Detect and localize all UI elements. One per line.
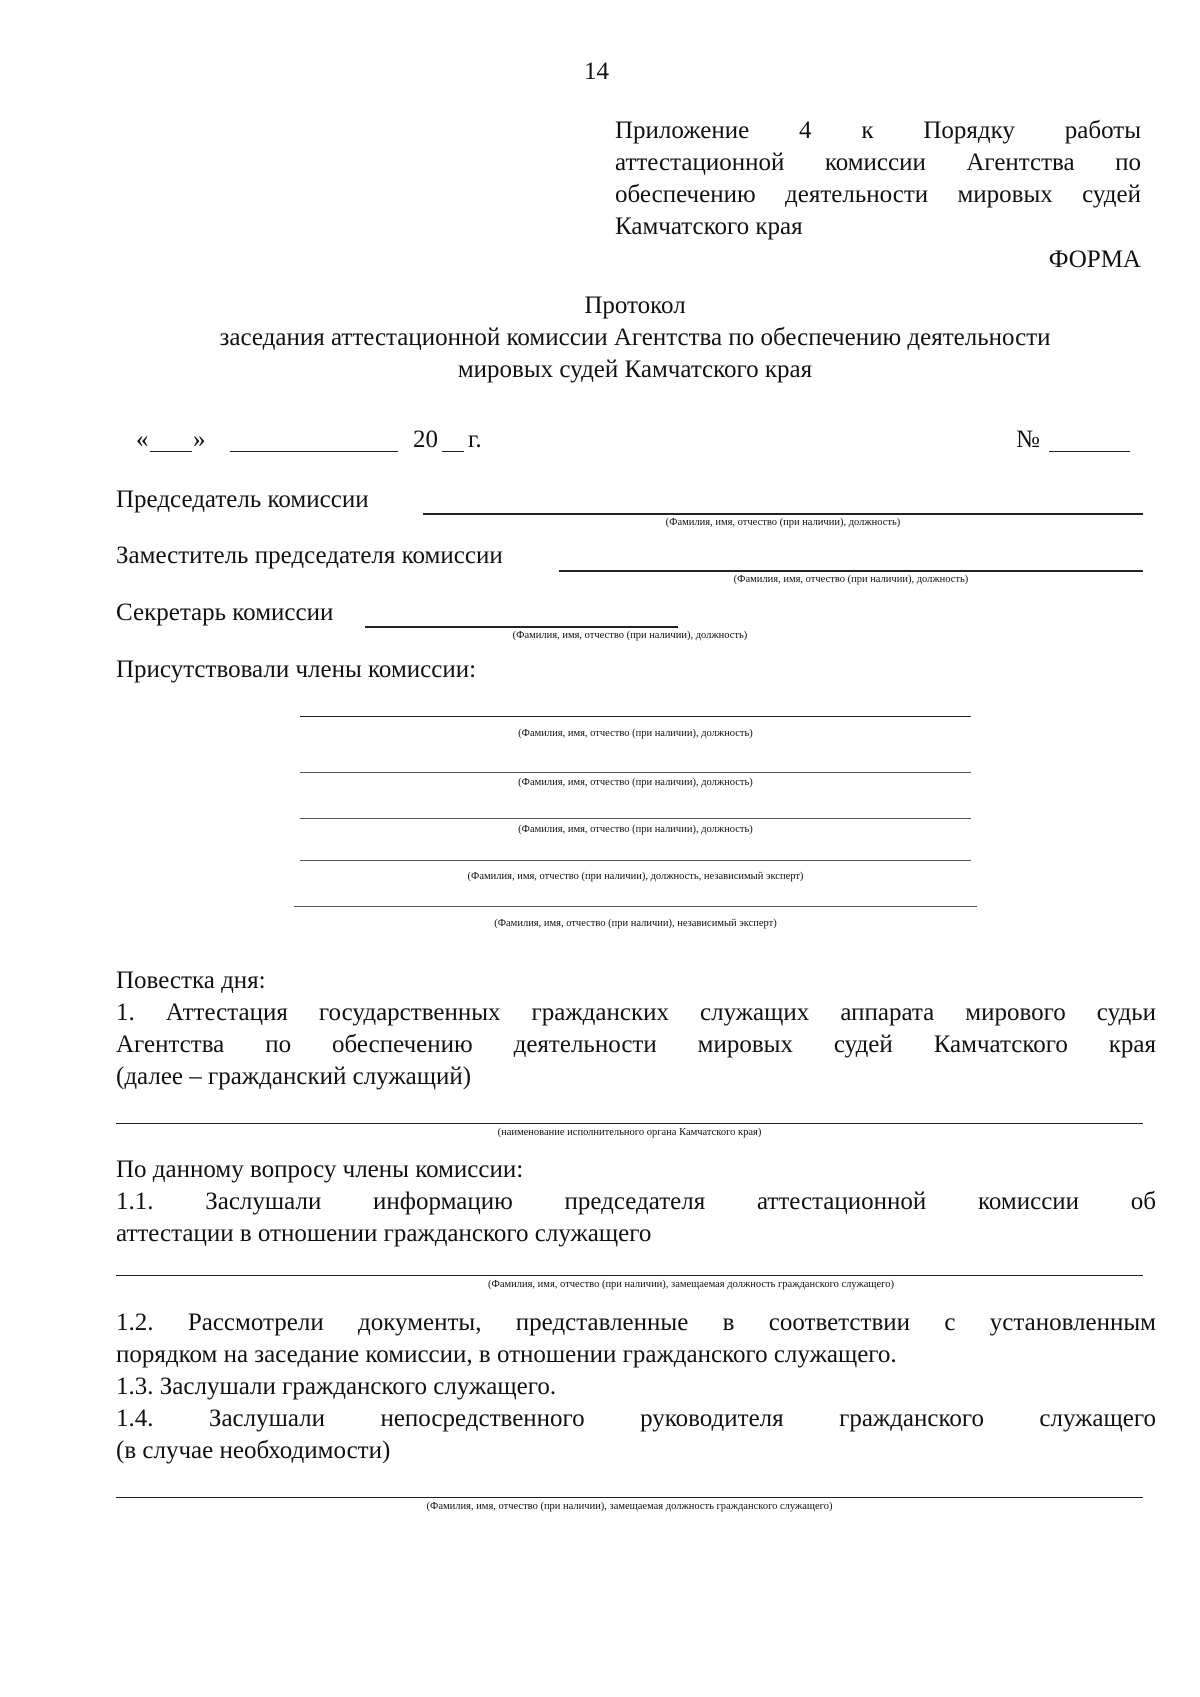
paragraph-1-1-field[interactable] [116,1275,1143,1276]
member-field-5[interactable] [294,906,977,907]
appendix-line-2: аттестационной комиссии Агентства по [615,149,1141,176]
question-label: По данному вопросу члены комиссии: [116,1156,524,1183]
appendix-line-4: Камчатского края [615,213,803,240]
deputy-label: Заместитель председателя комиссии [116,542,503,569]
paragraph-1-4-line-1: 1.4. Заслушали непосредственного руководителя гражданского служащего [116,1405,1156,1432]
deputy-field[interactable] [559,570,1143,572]
paragraph-1-4 [116,1403,1156,1467]
member-hint-3: (Фамилия, имя, отчество (при наличии), должность) [518,824,753,835]
appendix-line-3: обеспечению деятельности мировых судей [615,181,1141,208]
agenda-item-1-line-2: Агентства по обеспечению деятельности мировых судей Камчатского края [116,1031,1156,1058]
paragraph-1-2-line-1: 1.2. Рассмотрели документы, представленные в соответствии с установленным [116,1309,1156,1336]
secretary-hint: (Фамилия, имя, отчество (при наличии), должность) [512,630,748,641]
title-line-3: мировых судей Камчатского края [457,356,813,383]
member-hint-2: (Фамилия, имя, отчество (при наличии), должность) [518,777,753,788]
paragraph-1-3: 1.3. Заслушали гражданского служащего. [116,1373,557,1400]
member-hint-5: (Фамилия, имя, отчество (при наличии), независимый эксперт) [494,918,777,929]
agenda-item-1-line-1: 1. Аттестация государственных гражданских служащих аппарата мирового судьи [116,999,1156,1026]
agenda-item-1-line-3: (далее – гражданский служащий) [116,1063,472,1090]
date-open-quote: « [136,426,149,453]
protocol-number-blank[interactable] [1049,451,1130,452]
title-line-1: Протокол [584,292,686,319]
chairman-hint: (Фамилия, имя, отчество (при наличии), должность) [665,517,901,528]
paragraph-1-1 [116,1186,1156,1250]
date-year-prefix: 20 [413,426,438,453]
member-field-4[interactable] [300,860,971,861]
date-close-quote: » [193,426,206,453]
date-year-suffix: г. [468,426,482,453]
page-number: 14 [584,58,609,85]
form-label: ФОРМА [1048,246,1141,273]
appendix-line-1: Приложение 4 к Порядку работы [615,117,1141,144]
number-sign: № [1016,426,1040,453]
chairman-label: Председатель комиссии [116,486,369,513]
chairman-field[interactable] [423,513,1143,515]
member-field-1[interactable] [300,716,971,717]
member-hint-4: (Фамилия, имя, отчество (при наличии), должность, независимый эксперт) [467,871,804,882]
date-month-blank[interactable] [230,451,398,452]
date-year-blank[interactable] [442,451,464,452]
paragraph-1-4-field[interactable] [116,1497,1143,1498]
date-day-blank[interactable] [150,451,192,452]
paragraph-1-2 [116,1307,1156,1371]
agenda-org-field[interactable] [116,1123,1143,1124]
member-field-3[interactable] [300,818,971,819]
agenda-label: Повестка дня: [116,967,266,994]
paragraph-1-1-line-1: 1.1. Заслушали информацию председателя аттестационной комиссии об [116,1188,1156,1215]
agenda-org-hint: (наименование исполнительного органа Камчатского края) [497,1127,762,1138]
member-field-2[interactable] [300,772,971,773]
appendix-block [615,115,1141,243]
paragraph-1-4-hint: (Фамилия, имя, отчество (при наличии), замещаемая должность гражданского служащего) [426,1501,833,1512]
members-label: Присутствовали члены комиссии: [116,656,477,683]
secretary-label: Секретарь комиссии [116,599,334,626]
secretary-field[interactable] [365,626,678,628]
agenda-item-1 [116,997,1156,1093]
paragraph-1-4-line-2: (в случае необходимости) [116,1437,391,1464]
paragraph-1-1-hint: (Фамилия, имя, отчество (при наличии), замещаемая должность гражданского служащего) [488,1279,894,1290]
paragraph-1-1-line-2: аттестации в отношении гражданского служащего [116,1220,652,1247]
deputy-hint: (Фамилия, имя, отчество (при наличии), должность) [733,574,969,585]
member-hint-1: (Фамилия, имя, отчество (при наличии), должность) [518,728,753,739]
paragraph-1-2-line-2: порядком на заседание комиссии, в отношении гражданского служащего. [116,1341,897,1368]
title-line-2: заседания аттестационной комиссии Агентства по обеспечению деятельности [219,324,1051,351]
